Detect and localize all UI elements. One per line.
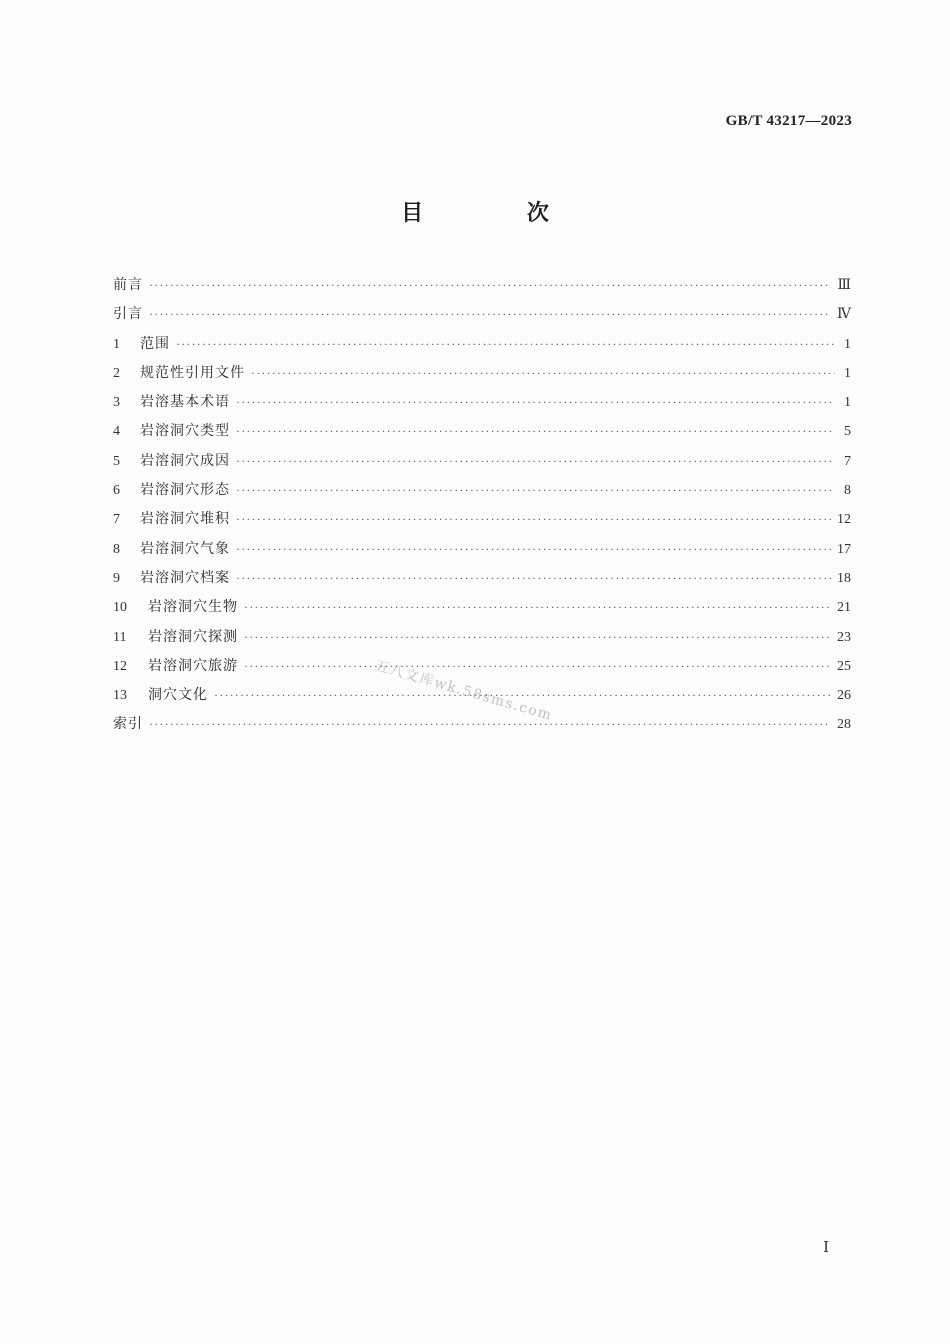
toc-entry-page: 17 (837, 541, 851, 557)
toc-entry-label: 前言 (113, 277, 143, 293)
toc-entry-page: 26 (837, 688, 851, 704)
toc-entry-cave-records[interactable] (113, 567, 851, 596)
leader-dots (236, 567, 831, 589)
toc-entry-introduction[interactable] (113, 303, 851, 332)
toc-entry-label: 岩溶洞穴形态 (140, 482, 230, 499)
toc-entry-cave-genesis[interactable] (113, 450, 851, 479)
toc-entry-page: 1 (844, 365, 851, 381)
toc-entry-page: 1 (844, 336, 851, 352)
leader-dots (236, 508, 831, 530)
leader-dots (149, 713, 831, 735)
leader-dots (236, 420, 835, 442)
leader-dots (244, 655, 831, 677)
toc-entry-label: 岩溶洞穴堆积 (140, 511, 230, 528)
page-title: 目 次 (401, 201, 597, 226)
toc-entry-number: 1 (113, 336, 120, 352)
toc-entry-label: 岩溶洞穴气象 (140, 540, 230, 557)
toc-entry-label: 岩溶洞穴探测 (148, 628, 238, 645)
toc-entry-karst-terms[interactable] (113, 391, 851, 420)
toc-entry-label: 岩溶洞穴档案 (140, 569, 230, 586)
toc-entry-page: 8 (844, 483, 851, 499)
toc-entry-number: 11 (113, 629, 127, 645)
toc-entry-number: 12 (113, 658, 127, 674)
toc-entry-page: Ⅲ (837, 278, 851, 293)
leader-dots (149, 274, 831, 296)
toc-entry-cave-types[interactable] (113, 420, 851, 449)
leader-dots (236, 450, 835, 472)
toc-entry-label: 索引 (113, 716, 143, 733)
toc-entry-label: 岩溶洞穴类型 (140, 423, 230, 440)
toc-entry-scope[interactable] (113, 333, 851, 362)
toc-entry-foreword[interactable] (113, 274, 851, 303)
toc-entry-normative-references[interactable] (113, 362, 851, 391)
leader-dots (236, 479, 835, 501)
toc-entry-number: 7 (113, 512, 120, 528)
leader-dots (244, 626, 831, 648)
table-of-contents (113, 274, 851, 743)
toc-entry-page: 18 (837, 570, 851, 586)
leader-dots (244, 596, 831, 618)
toc-entry-number: 2 (113, 365, 120, 381)
toc-entry-page: 23 (837, 629, 851, 645)
toc-entry-cave-morphology[interactable] (113, 479, 851, 508)
toc-entry-number: 9 (113, 570, 120, 586)
toc-entry-label: 岩溶洞穴旅游 (148, 657, 238, 674)
toc-entry-number: 6 (113, 483, 120, 499)
toc-entry-label: 岩溶洞穴成因 (140, 452, 230, 469)
leader-dots (236, 538, 831, 560)
toc-entry-cave-deposits[interactable] (113, 508, 851, 537)
toc-entry-page: 5 (844, 424, 851, 440)
toc-entry-label: 范围 (140, 335, 170, 352)
toc-entry-cave-tourism[interactable] (113, 655, 851, 684)
toc-entry-label: 规范性引用文件 (140, 364, 245, 381)
toc-entry-label: 岩溶洞穴生物 (148, 599, 238, 616)
toc-entry-cave-exploration[interactable] (113, 626, 851, 655)
toc-entry-number: 4 (113, 424, 120, 440)
toc-entry-number: 13 (113, 688, 127, 704)
leader-dots (176, 333, 835, 355)
toc-entry-page: 7 (844, 453, 851, 469)
toc-entry-number: 8 (113, 541, 120, 557)
toc-entry-page: 1 (844, 395, 851, 411)
toc-entry-page: 28 (837, 717, 851, 733)
toc-entry-cave-biology[interactable] (113, 596, 851, 625)
leader-dots (251, 362, 835, 384)
toc-entry-label: 洞穴文化 (148, 687, 208, 704)
page-number: Ⅰ (823, 1240, 829, 1256)
document-code: GB/T 43217—2023 (725, 113, 852, 129)
toc-entry-page: 25 (837, 658, 851, 674)
toc-entry-number: 3 (113, 395, 120, 411)
toc-entry-number: 5 (113, 453, 120, 469)
toc-entry-label: 引言 (113, 306, 143, 323)
watermark: 五八文库wk.58sms.com (372, 657, 555, 725)
toc-entry-index[interactable] (113, 713, 851, 742)
toc-entry-page: 12 (837, 512, 851, 528)
leader-dots (236, 391, 835, 413)
toc-entry-label: 岩溶基本术语 (140, 394, 230, 411)
toc-entry-page: Ⅳ (837, 307, 851, 323)
toc-entry-cave-climate[interactable] (113, 538, 851, 567)
leader-dots (149, 303, 831, 325)
toc-entry-page: 21 (837, 600, 851, 616)
toc-entry-number: 10 (113, 600, 127, 616)
